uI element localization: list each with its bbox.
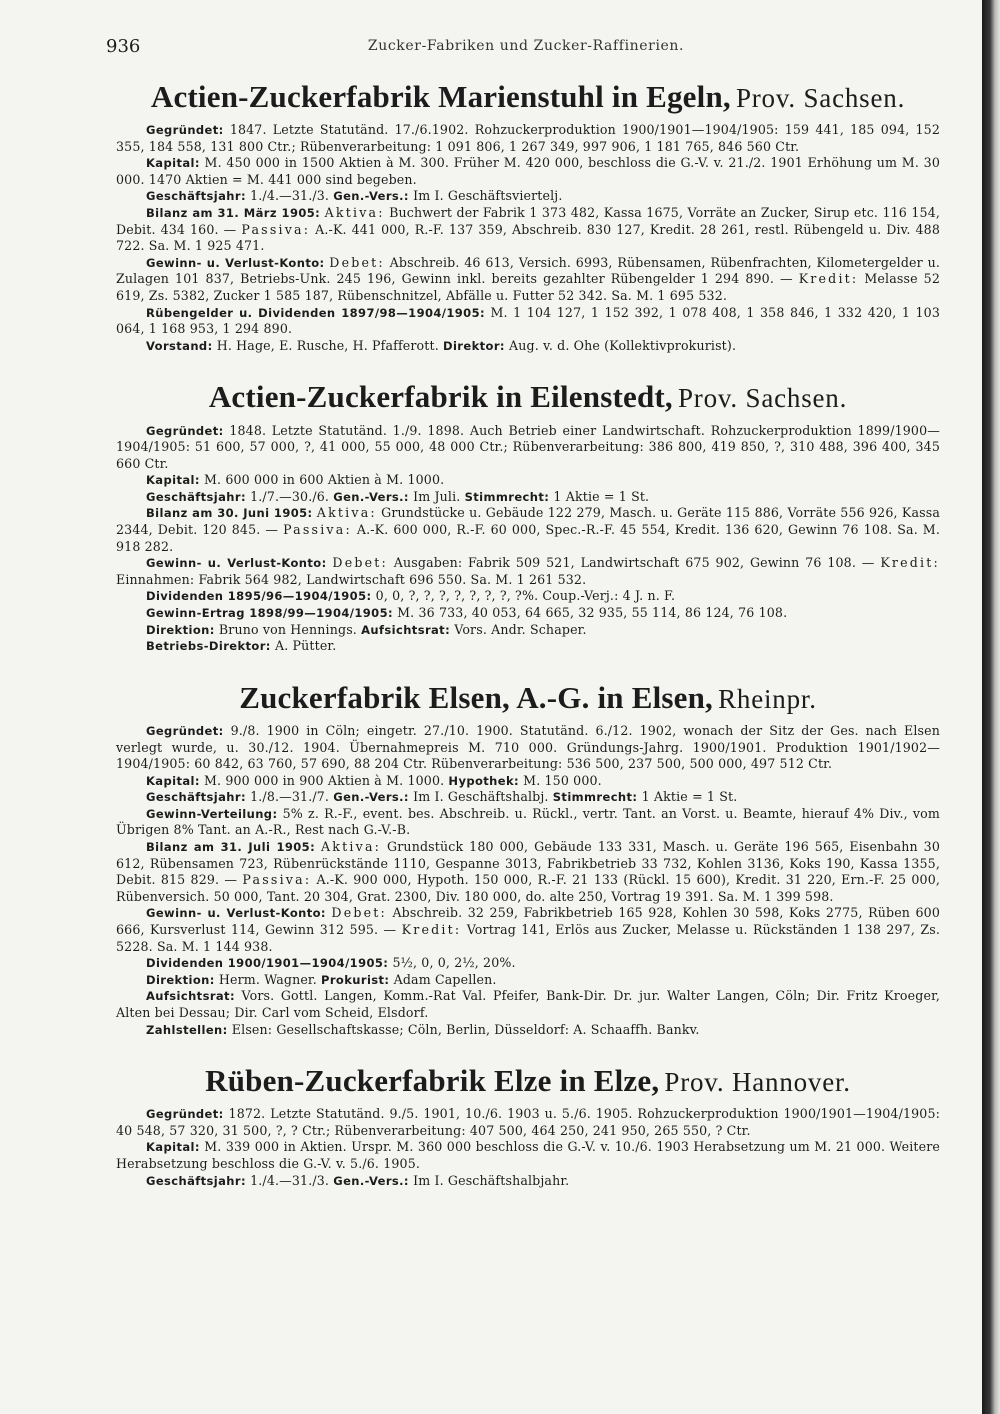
general-meeting-label: Gen.-Vers.:	[333, 790, 409, 805]
capital-text: M. 339 000 in Aktien. Urspr. M. 360 000 beschloss die G.-V. v. 10./6. 1903 Herabsetzung um M. 21 000. Weitere Herabsetzung beschloss die G.-V. v. 5./6. 1905.	[116, 1139, 940, 1172]
beet-money-text: M. 1 104 127, 1 152 392, 1 078 408, 1 358 846, 1 332 420, 1 103 064, 1 168 953, 1 294 890.	[116, 304, 940, 337]
paying-agents-paragraph	[116, 1022, 940, 1039]
page-number: 936	[106, 36, 141, 57]
beet-money-label: Rübengelder u. Dividenden 1897/98—1904/1905:	[146, 305, 485, 320]
paying-agents-label: Zahlstellen:	[146, 1022, 228, 1037]
profit-distribution-label: Gewinn-Verteilung:	[146, 806, 278, 821]
debit-label: Debet:	[331, 905, 387, 921]
profit-distribution-text: 5% z. R.-F., event. bes. Abschreib. u. Rückl., vertr. Tant. an Vorst. u. Beamte, hierauf 4% Div., vom Übrigen 8% Tant. an A.-R., Rest nach G.-V.-B.	[116, 805, 940, 838]
founded-label: Gegründet:	[146, 1107, 224, 1122]
assets-label: Aktiva:	[324, 205, 385, 221]
founded-paragraph	[116, 723, 940, 773]
company-region: Rheinpr.	[718, 683, 817, 714]
company-region: Prov. Hannover.	[664, 1067, 851, 1098]
capital-text: M. 900 000 in 900 Aktien à M. 1000.	[204, 772, 445, 788]
capital-paragraph	[116, 155, 940, 188]
founded-paragraph	[116, 423, 940, 473]
founded-text: 9./8. 1900 in Cöln; eingetr. 27./10. 1900. Statutänd. 6./12. 1902, wonach der Sitz der Ges. nach Elsen verlegt wurde, u. 30./12. 1904. Übernahmepreis M. 710 000. Gründungs-Jahrg. 1900/1901. Produktion 1901/1902—1904/1905: 60 842, 63 760, 57 690, 88 204 Ctr. Rübenverarbeitung: 536 500, 237 500, 500 000, 497 512 Ctr.	[116, 722, 940, 772]
general-meeting-text: Im Juli.	[413, 488, 461, 504]
debit-text: Abschreib. 46 613, Versich. 6993, Rübensamen, Rübenfrachten, Kilometergelder u. Zulagen 101 837, Betriebs-Unk. 245 196, Gewinn inkl. bereits gezahlter Rübengelder 1 294 890. —	[116, 254, 941, 287]
debit-text: Ausgaben: Fabrik 509 521, Landwirtschaft 675 902, Gewinn 76 108. —	[393, 555, 875, 571]
company-entry-elze	[116, 1064, 940, 1189]
fiscal-year-text: 1./7.—30./6.	[250, 488, 330, 504]
balance-label: Bilanz am 30. Juni 1905:	[146, 506, 313, 521]
profit-loss-paragraph	[116, 905, 940, 955]
company-name: Zuckerfabrik Elsen, A.-G. in Elsen,	[239, 679, 714, 715]
beet-money-paragraph	[116, 305, 940, 338]
board-paragraph	[116, 338, 940, 355]
founded-paragraph	[116, 122, 940, 155]
debit-label: Debet:	[332, 555, 388, 571]
fiscal-year-text: 1./8.—31./7.	[250, 789, 330, 805]
company-name: Rüben-Zuckerfabrik Elze in Elze,	[205, 1063, 660, 1099]
company-name: Actien-Zuckerfabrik in Eilenstedt,	[208, 379, 673, 415]
balance-paragraph	[116, 839, 940, 905]
assets-text: Grundstücke u. Gebäude 122 279, Masch. u. Geräte 115 886, Vorräte 556 926, Kassa 2344, Debit. 120 845. —	[116, 505, 940, 538]
company-name: Actien-Zuckerfabrik Marienstuhl in Egeln,	[150, 79, 731, 114]
company-entry-eilenstedt	[116, 380, 940, 654]
balance-paragraph	[116, 505, 940, 555]
company-region: Prov. Sachsen.	[735, 83, 906, 113]
assets-label: Aktiva:	[316, 505, 377, 521]
founded-paragraph	[116, 1106, 940, 1139]
company-region: Prov. Sachsen.	[677, 383, 848, 414]
fiscal-year-paragraph	[116, 1173, 940, 1190]
board-text: H. Hage, E. Rusche, H. Pfafferott.	[216, 337, 439, 353]
management-paragraph	[116, 972, 940, 989]
general-meeting-text: Im I. Geschäftsviertelj.	[413, 188, 563, 204]
liabilities-label: Passiva:	[283, 522, 352, 538]
credit-text: Vortrag 141, Erlös aus Zucker, Melasse u. Rückständen 1 138 297, Zs. 5228. Sa. M. 1 144 938.	[116, 922, 941, 954]
debit-label: Debet:	[329, 254, 385, 270]
liabilities-label: Passiva:	[242, 872, 312, 888]
company-heading	[116, 80, 940, 114]
capital-text: M. 600 000 in 600 Aktien à M. 1000.	[204, 472, 445, 488]
scan-page-edge	[982, 0, 1000, 1414]
voting-right-label: Stimmrecht:	[464, 489, 550, 504]
capital-text: M. 450 000 in 1500 Aktien à M. 300. Früher M. 420 000, beschloss die G.-V. v. 21./2. 1901 Erhöhung um M. 30 000. 1470 Aktien = M. 441 000 sind begeben.	[116, 155, 941, 187]
general-meeting-text: Im I. Geschäftshalbjahr.	[413, 1172, 570, 1188]
profit-yield-text: M. 36 733, 40 053, 64 665, 32 935, 55 114, 86 124, 76 108.	[397, 605, 788, 621]
credit-label: Kredit:	[798, 271, 859, 287]
profit-loss-label: Gewinn- u. Verlust-Konto:	[146, 255, 325, 270]
general-meeting-label: Gen.-Vers.:	[333, 189, 409, 204]
mortgage-label: Hypothek:	[448, 773, 520, 788]
board-label: Vorstand:	[146, 338, 213, 353]
founded-text: 1847. Letzte Statutänd. 17./6.1902. Rohzuckerproduktion 1900/1901—1904/1905: 159 441, 185 094, 152 355, 184 558, 131 800 Ctr.; Rübenverarbeitung: 1 091 806, 1 267 349, 997 906, 1 181 765, 846 560 Ctr.	[116, 122, 941, 154]
company-heading	[116, 380, 940, 414]
capital-label: Kapital:	[146, 156, 200, 171]
operations-director-paragraph	[116, 638, 940, 655]
authorized-officer-label: Prokurist:	[321, 972, 390, 987]
management-text: Bruno von Hennings.	[218, 621, 357, 637]
liabilities-label: Passiva:	[241, 221, 311, 237]
general-meeting-label: Gen.-Vers.:	[333, 1173, 409, 1188]
capital-paragraph	[116, 472, 940, 489]
fiscal-year-paragraph	[116, 188, 940, 205]
supervisory-board-text: Vors. Gottl. Langen, Komm.-Rat Val. Pfeifer, Bank-Dir. Dr. jur. Walter Langen, Cöln; Dir. Fritz Kroeger, Alten bei Dessau; Dir. Carl vom Scheid, Elsdorf.	[116, 988, 941, 1020]
supervisory-board-text: Vors. Andr. Schaper.	[454, 621, 587, 637]
voting-right-label: Stimmrecht:	[552, 790, 638, 805]
page-content	[116, 74, 940, 1215]
capital-paragraph	[116, 1139, 940, 1172]
profit-yield-paragraph	[116, 605, 940, 622]
founded-label: Gegründet:	[146, 423, 224, 438]
credit-label: Kredit:	[880, 555, 940, 571]
dividends-paragraph	[116, 588, 940, 605]
management-label: Direktion:	[146, 972, 215, 987]
fiscal-year-label: Geschäftsjahr:	[146, 1173, 246, 1188]
assets-text: Grundstück 180 000, Gebäude 133 331, Masch. u. Geräte 196 565, Eisenbahn 30 612, Rübensamen 723, Rübenrückstände 1110, Gespanne 3013, Fabrikbetrieb 33 732, Kohlen 3136, Koks 190, Kassa 1355, Debit. 815 829. —	[116, 839, 941, 888]
assets-label: Aktiva:	[321, 839, 382, 855]
liabilities-text: A.-K. 441 000, R.-F. 137 359, Abschreib. 830 127, Kredit. 28 261, restl. Rübengeld u. Div. 488 722. Sa. M. 1 925 471.	[116, 221, 941, 254]
profit-loss-paragraph	[116, 255, 940, 305]
fiscal-year-label: Geschäftsjahr:	[146, 189, 246, 204]
dividends-label: Dividenden 1895/96—1904/1905:	[146, 589, 372, 604]
balance-label: Bilanz am 31. Juli 1905:	[146, 840, 316, 855]
credit-text: Melasse 52 619, Zs. 5382, Zucker 1 585 187, Rübenschnitzel, Abfälle u. Futter 52 342. Sa. M. 1 695 532.	[116, 271, 940, 304]
voting-right-text: 1 Aktie = 1 St.	[553, 488, 650, 504]
liabilities-text: A.-K. 600 000, R.-F. 60 000, Spec.-R.-F. 45 554, Kredit. 136 620, Gewinn 76 108. Sa. M. 918 282.	[116, 522, 941, 554]
dividends-label: Dividenden 1900/1901—1904/1905:	[146, 956, 389, 971]
fiscal-year-paragraph	[116, 489, 940, 506]
profit-loss-label: Gewinn- u. Verlust-Konto:	[146, 906, 326, 921]
company-heading	[116, 1064, 940, 1098]
fiscal-year-paragraph	[116, 789, 940, 806]
balance-paragraph	[116, 205, 940, 255]
balance-label: Bilanz am 31. März 1905:	[146, 206, 321, 221]
company-heading	[116, 681, 940, 715]
company-entry-elsen	[116, 681, 940, 1038]
dividends-paragraph	[116, 955, 940, 972]
founded-text: 1872. Letzte Statutänd. 9./5. 1901, 10./6. 1903 u. 5./6. 1905. Rohzuckerproduktion 1900/1901—1904/1905: 40 548, 57 320, 31 500, ?, ? Ctr.; Rübenverarbeitung: 407 500, 464 250, 241 950, 265 550, ? Ctr.	[116, 1106, 941, 1138]
assets-text: Buchwert der Fabrik 1 373 482, Kassa 1675, Vorräte an Zucker, Sirup etc. 116 154, Debit. 434 160. —	[116, 205, 941, 237]
director-label: Direktor:	[443, 338, 505, 353]
profit-yield-label: Gewinn-Ertrag 1898/99—1904/1905:	[146, 606, 393, 621]
director-text: Aug. v. d. Ohe (Kollektivprokurist).	[509, 337, 737, 353]
supervisory-board-label: Aufsichtsrat:	[146, 989, 235, 1004]
capital-label: Kapital:	[146, 1140, 200, 1155]
operations-director-label: Betriebs-Direktor:	[146, 639, 271, 654]
profit-loss-paragraph	[116, 555, 940, 588]
voting-right-text: 1 Aktie = 1 St.	[641, 789, 738, 805]
general-meeting-text: Im I. Geschäftshalbj.	[413, 789, 549, 805]
capital-label: Kapital:	[146, 773, 200, 788]
founded-text: 1848. Letzte Statutänd. 1./9. 1898. Auch Betrieb einer Landwirtschaft. Rohzuckerproduktion 1899/1900—1904/1905: 51 600, 57 000, ?, 41 000, 55 000, 48 000 Ctr.; Rübenverarbeitung: 386 800, 419 850, ?, 310 488, 396 400, 345 660 Ctr.	[116, 422, 940, 471]
fiscal-year-text: 1./4.—31./3.	[250, 188, 330, 204]
fiscal-year-label: Geschäftsjahr:	[146, 790, 246, 805]
page-header	[106, 36, 946, 62]
capital-paragraph	[116, 773, 940, 790]
profit-loss-label: Gewinn- u. Verlust-Konto:	[146, 556, 327, 571]
general-meeting-label: Gen.-Vers.:	[333, 489, 409, 504]
founded-label: Gegründet:	[146, 123, 224, 138]
fiscal-year-label: Geschäftsjahr:	[146, 489, 246, 504]
dividends-text: 0, 0, ?, ?, ?, ?, ?, ?, ?, ?%. Coup.-Verj.: 4 J. n. F.	[375, 588, 676, 604]
mortgage-text: M. 150 000.	[523, 772, 602, 788]
liabilities-text: A.-K. 900 000, Hypoth. 150 000, R.-F. 21 133 (Rückl. 15 600), Kredit. 31 220, Ern.-F. 25 000, Rübenversich. 50 000, Tant. 20 304, Grat. 2300, Div. 180 000, do. alte 250, Vortrag 19 391. Sa. M. 1 399 598.	[116, 872, 941, 904]
running-title: Zucker-Fabriken und Zucker-Raffinerien.	[367, 38, 685, 54]
management-paragraph	[116, 622, 940, 639]
company-entry-marienstuhl	[116, 80, 940, 354]
credit-text: Einnahmen: Fabrik 564 982, Landwirtschaft 696 550. Sa. M. 1 261 532.	[116, 571, 587, 587]
supervisory-board-label: Aufsichtsrat:	[361, 622, 451, 637]
supervisory-board-paragraph	[116, 988, 940, 1021]
authorized-officer-text: Adam Capellen.	[393, 971, 497, 987]
paying-agents-text: Elsen: Gesellschaftskasse; Cöln, Berlin, Düsseldorf: A. Schaaffh. Bankv.	[231, 1021, 700, 1037]
profit-distribution-paragraph	[116, 806, 940, 839]
management-text: Herm. Wagner.	[218, 971, 317, 987]
management-label: Direktion:	[146, 622, 215, 637]
debit-text: Abschreib. 32 259, Fabrikbetrieb 165 928, Kohlen 30 598, Koks 2775, Rüben 600 666, Kursverlust 114, Gewinn 312 595. —	[116, 905, 941, 938]
operations-director-text: A. Pütter.	[274, 638, 337, 654]
capital-label: Kapital:	[146, 473, 200, 488]
fiscal-year-text: 1./4.—31./3.	[250, 1172, 330, 1188]
dividends-text: 5½, 0, 0, 2½, 20%.	[392, 955, 516, 971]
founded-label: Gegründet:	[146, 723, 224, 738]
credit-label: Kredit:	[401, 922, 462, 938]
